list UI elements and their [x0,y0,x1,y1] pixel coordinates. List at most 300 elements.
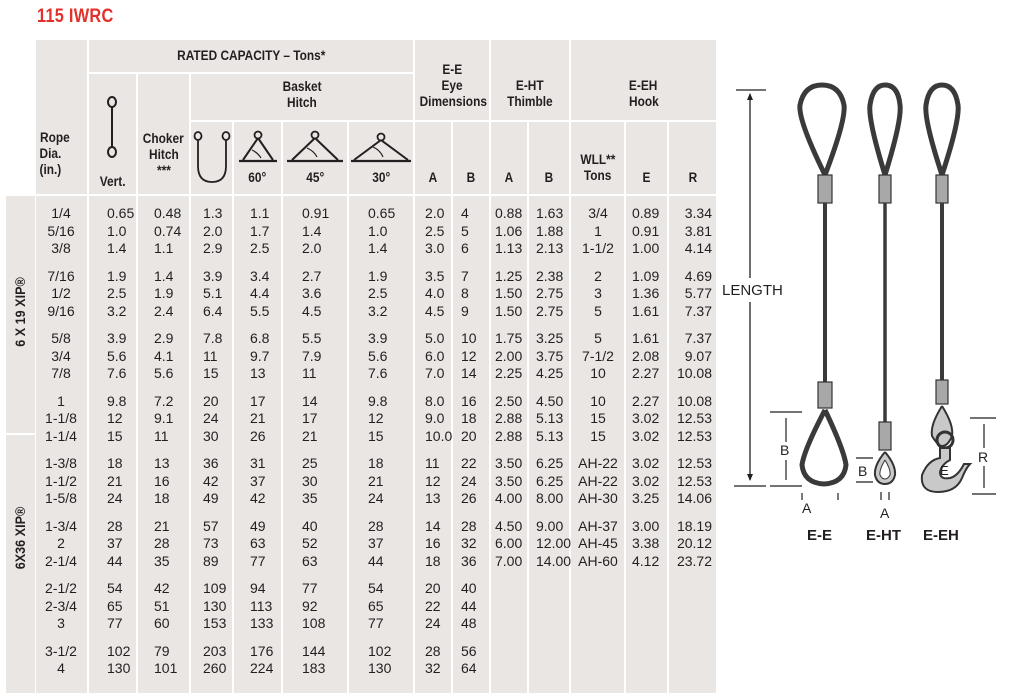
row-group [107,455,147,508]
table-cell: 14 [461,365,477,381]
row-group [461,205,491,258]
table-cell: 3.2 [368,302,388,319]
table-cell: 3.34 [684,205,712,221]
row-group [368,580,408,633]
table-cell: 2.7 [302,267,322,284]
table-cell: 5/16 [47,222,75,239]
table-cell: 130 [203,597,227,614]
table-cell: 12.53 [676,410,712,426]
vertical-sling-icon [104,96,120,158]
table-cell: 2.27 [632,365,660,381]
table-cell [632,660,666,678]
table-cell: 28 [368,517,384,534]
col-rope-dia [38,205,84,688]
table-cell [632,598,666,616]
angle-45-icon [287,130,343,164]
table-cell [573,580,623,598]
row-group [250,330,280,383]
table-cell [573,660,623,678]
table-cell [495,598,529,616]
row-group [302,643,342,678]
table-cell: 1.61 [632,302,660,319]
table-cell: 15 [590,410,606,426]
row-group [632,330,666,383]
table-cell: 1.09 [632,267,660,284]
table-cell: 0.48 [154,205,182,221]
table-cell: 4.50 [536,392,564,409]
table-cell: 2.00 [495,347,523,364]
table-cell: 3.6 [302,285,322,301]
table-cell: 3.0 [425,240,445,256]
row-group [573,393,623,446]
table-cell: 1.1 [154,240,174,256]
row-group [38,268,84,321]
table-cell: 7/16 [47,267,75,284]
table-cell: 2.0 [302,240,322,256]
wll-header: WLL** Tons [571,122,624,194]
table-cell: 5.6 [154,365,174,381]
rope-dia-line1: Rope [40,130,70,145]
table-cell: 4.00 [495,490,523,506]
table-cell: 17 [302,410,318,426]
table-cell: 8.0 [425,392,445,409]
table-cell: 2.4 [154,302,174,319]
row-group [495,393,529,446]
table-cell: 2-1/4 [45,552,77,569]
table-cell: 12.53 [676,472,712,489]
row-group [495,455,529,508]
table-cell: 13 [425,490,441,506]
table-cell: 18 [461,410,477,426]
table-cell: 37 [107,535,123,551]
rope-dia-header [36,40,87,194]
table-cell: 0.65 [107,205,135,221]
row-group [573,580,623,633]
row-group [670,643,712,678]
table-cell: 42 [250,490,266,506]
table-cell: 3 [594,285,602,301]
row-group [573,205,623,258]
table-cell: 3/8 [51,240,71,256]
row-group [38,330,84,383]
table-cell: 16 [425,535,441,551]
basket-60-header: 60° [234,122,281,194]
table-cell: 77 [107,615,123,631]
row-group [302,330,342,383]
col-ee-a [425,205,455,688]
table-cell: 3.02 [632,410,660,426]
row-group [632,518,666,571]
col-hook-e [632,205,666,688]
table-cell: 130 [107,660,131,676]
table-cell: 30 [203,427,219,444]
table-cell: 54 [368,580,384,596]
col-ht-b [536,205,570,688]
table-cell: 44 [461,597,477,614]
table-cell: 1-3/4 [45,517,77,534]
basket-hitch-header: Basket Hitch [191,74,413,120]
eeh-hook-header: E-EH Hook [571,40,716,120]
table-cell: 1.13 [495,240,523,256]
svg-text:B: B [780,442,790,458]
row-group [154,330,194,383]
table-cell: 14.06 [676,490,712,506]
table-cell: 77 [250,552,266,569]
table-cell: 42 [154,580,170,596]
row-group [670,330,712,383]
table-cell: 2.27 [632,392,660,409]
table-cell: 7.00 [495,552,523,569]
table-cell: 28 [107,517,123,534]
table-cell: 37 [250,472,266,489]
row-group [302,268,342,321]
table-cell: 6.8 [250,330,270,346]
row-group [573,330,623,383]
col-ht-a [495,205,529,688]
table-cell: 1-1/2 [582,240,614,256]
table-cell: 24 [203,410,219,426]
angle-60-icon [239,130,277,164]
label-e-ht: E-HT [866,527,901,544]
table-cell: 49 [203,490,219,506]
table-cell: 12.53 [676,455,712,471]
table-cell: 5.6 [368,347,388,364]
table-cell: 36 [461,552,477,569]
table-cell: 14.00 [536,552,572,569]
row-group [425,455,455,508]
table-cell: 52 [302,535,318,551]
table-cell [495,580,529,598]
table-cell: 54 [107,580,123,596]
table-cell: 144 [302,642,326,659]
table-cell: 108 [302,615,326,631]
ee-dim-a: A [802,500,812,516]
table-cell: 3.00 [632,517,660,534]
table-cell: 77 [368,615,384,631]
row-group [107,393,147,446]
table-cell: 73 [203,535,219,551]
row-group [107,643,147,678]
table-cell: 2.75 [536,285,564,301]
table-cell: 16 [154,472,170,489]
table-cell: 1.7 [250,222,270,239]
table-cell: 16 [461,392,477,409]
table-cell [536,598,570,616]
table-cell: 94 [250,580,266,596]
table-cell: 6.25 [536,472,564,489]
label-e-e: E-E [807,527,833,544]
table-cell: 18 [107,455,123,471]
row-group [154,518,194,571]
table-cell: 3.9 [203,267,223,284]
table-cell: 2.0 [203,222,223,239]
table-cell: 1.9 [368,267,388,284]
table-cell: 56 [461,642,477,659]
table-cell: 1-3/8 [45,455,77,471]
row-group [536,518,570,571]
table-cell [670,615,712,633]
row-group [203,330,233,383]
table-cell: 7-1/2 [582,347,614,364]
side-group-6x19: 6 X 19 XIP® [6,196,35,433]
table-cell: 7.37 [684,302,712,319]
table-cell: 0.91 [632,222,660,239]
table-cell: 12 [425,472,441,489]
row-group [573,268,623,321]
table-cell: 176 [250,642,274,659]
table-cell: 20.12 [676,535,712,551]
basket-45-header: 45° [283,122,347,194]
basket-vertical-header [191,122,232,194]
row-group [154,643,194,678]
rope-dia-line3: (in.) [39,162,62,177]
svg-text:E: E [940,463,949,478]
table-cell: 1.4 [302,222,322,239]
row-group [250,580,280,633]
page-title: 115 IWRC [37,6,114,27]
table-cell: 11 [425,455,440,471]
table-cell: 2.5 [250,240,270,256]
row-group [461,268,491,321]
side-group-6x36: 6X36 XIP® [6,435,35,693]
ht-a-header: A [491,122,527,194]
table-cell: 3.25 [536,330,564,346]
table-cell: 1.4 [368,240,388,256]
table-cell: 30 [302,472,318,489]
table-cell: 2.9 [154,330,174,346]
table-cell [573,643,623,661]
row-group [203,580,233,633]
table-cell: 65 [107,597,123,614]
table-cell [536,615,570,633]
col-vert [107,205,147,688]
row-group [154,268,194,321]
table-cell: 18 [425,552,441,569]
svg-text:B: B [858,463,868,479]
row-group [250,268,280,321]
table-cell: AH-45 [578,535,618,551]
table-cell: 7.6 [368,365,388,381]
row-group [461,518,491,571]
eht-dim-a: A [880,505,890,521]
row-group [632,643,666,678]
table-cell: 7/8 [51,365,71,381]
row-group [495,643,529,678]
table-cell: 18 [154,490,170,506]
table-cell: 64 [461,660,477,676]
col-basket [203,205,233,688]
table-cell: 260 [203,660,227,676]
row-group [107,268,147,321]
table-cell: 7 [461,267,469,284]
table-cell: 1-1/2 [45,472,77,489]
row-group [461,455,491,508]
row-group [368,643,408,678]
table-cell: 9.8 [368,392,388,409]
row-group [632,393,666,446]
row-group [203,205,233,258]
row-group [670,518,712,571]
table-cell: 0.89 [632,205,660,221]
vert-header: Vert. [89,74,136,194]
row-group [536,580,570,633]
table-cell: 40 [461,580,477,596]
table-cell: 25 [302,455,318,471]
table-cell: 4 [57,660,65,676]
table-cell: 2.38 [536,267,564,284]
row-group [154,205,194,258]
table-cell: 4.5 [425,302,445,319]
table-cell: 31 [250,455,266,471]
table-cell: 4.5 [302,302,322,319]
table-cell: 1.3 [203,205,223,221]
table-cell: 7.6 [107,365,127,381]
row-group [495,205,529,258]
row-group [107,205,147,258]
table-cell: 1.06 [495,222,523,239]
row-group [461,393,491,446]
table-cell: 21 [107,472,123,489]
table-cell: 2.9 [203,240,223,256]
table-cell: 1/2 [51,285,71,301]
table-cell [670,598,712,616]
row-group [203,643,233,678]
table-cell: 3.75 [536,347,564,364]
row-group [425,205,455,258]
table-cell: 13 [154,455,170,471]
table-cell: 2 [594,267,602,284]
table-cell: 57 [203,517,219,534]
table-cell: 1-1/4 [45,427,77,444]
table-cell: 10 [590,392,606,409]
row-group [368,393,408,446]
table-cell: 4.69 [684,267,712,284]
table-cell: 3.9 [368,330,388,346]
row-group [154,580,194,633]
row-group [536,268,570,321]
table-cell: 37 [368,535,384,551]
table-cell: 22 [461,455,477,471]
table-cell: 11 [154,427,169,444]
table-cell: 3.4 [250,267,270,284]
row-group [670,393,712,446]
row-group [107,580,147,633]
table-cell: 5 [594,302,602,319]
table-cell: 4.50 [495,517,523,534]
row-group [250,393,280,446]
table-cell: 12.53 [676,427,712,444]
table-cell [632,615,666,633]
table-cell: 9.1 [154,410,174,426]
row-group [536,455,570,508]
table-cell: 9.07 [684,347,712,364]
table-cell: 3.25 [632,490,660,506]
table-cell: 4.0 [425,285,445,301]
row-group [632,580,666,633]
table-cell: 5.1 [203,285,223,301]
table-cell: 9 [461,302,469,319]
table-cell: 1.63 [536,205,564,221]
col-basket-60 [250,205,280,688]
rope-dia-line2: Dia. [39,146,62,161]
table-cell [573,598,623,616]
hook-r-header: R [669,122,716,194]
length-label: LENGTH [722,282,783,299]
row-group [425,643,455,678]
table-cell: 9.7 [250,347,270,364]
table-cell: 8.00 [536,490,564,506]
row-group [38,643,84,678]
table-cell: 3-1/2 [45,642,77,659]
ht-b-header: B [529,122,569,194]
table-cell: 2-1/2 [45,580,77,596]
table-cell: 21 [154,517,170,534]
table-cell [632,580,666,598]
table-cell: 6 [461,240,469,256]
table-cell [632,643,666,661]
table-cell: 2.5 [368,285,388,301]
table-cell [670,643,712,661]
table-cell [495,615,529,633]
table-cell: 1 [594,222,602,239]
row-group [495,268,529,321]
table-cell: 2.0 [425,205,445,221]
rated-capacity-table [0,40,716,696]
row-group [302,518,342,571]
row-group [573,643,623,678]
table-cell: 32 [461,535,477,551]
table-cell: 35 [302,490,318,506]
table-cell: 11 [302,365,317,381]
table-cell: 1.1 [250,205,270,221]
table-cell: 1-1/8 [45,410,77,426]
table-cell: 3.50 [495,472,523,489]
table-cell: 1.9 [154,285,174,301]
table-cell: 42 [203,472,219,489]
row-group [425,580,455,633]
table-cell: 15 [368,427,384,444]
table-cell: 5 [594,330,602,346]
table-cell: 40 [302,517,318,534]
row-group [536,393,570,446]
table-cell: 2.13 [536,240,564,256]
table-cell: 89 [203,552,219,569]
row-group [495,330,529,383]
table-cell: 0.88 [495,205,523,221]
row-group [536,205,570,258]
table-cell: 21 [250,410,266,426]
table-cell: 24 [461,472,477,489]
table-cell: 8 [461,285,469,301]
table-cell: 1.36 [632,285,660,301]
table-cell: 79 [154,642,170,659]
row-group [495,518,529,571]
table-cell: 133 [250,615,274,631]
table-cell: 2.25 [495,365,523,381]
row-group [38,393,84,446]
basket-30-header: 30° [349,122,413,194]
angle-30-icon [351,132,411,164]
basket-u-icon [193,130,231,184]
table-cell: 35 [154,552,170,569]
table-cell: 21 [368,472,384,489]
table-cell: 2.50 [495,392,523,409]
table-cell: 1.4 [107,240,127,256]
col-wll [573,205,623,688]
table-cell: 20 [203,392,219,409]
table-cell [536,660,570,678]
row-group [670,268,712,321]
